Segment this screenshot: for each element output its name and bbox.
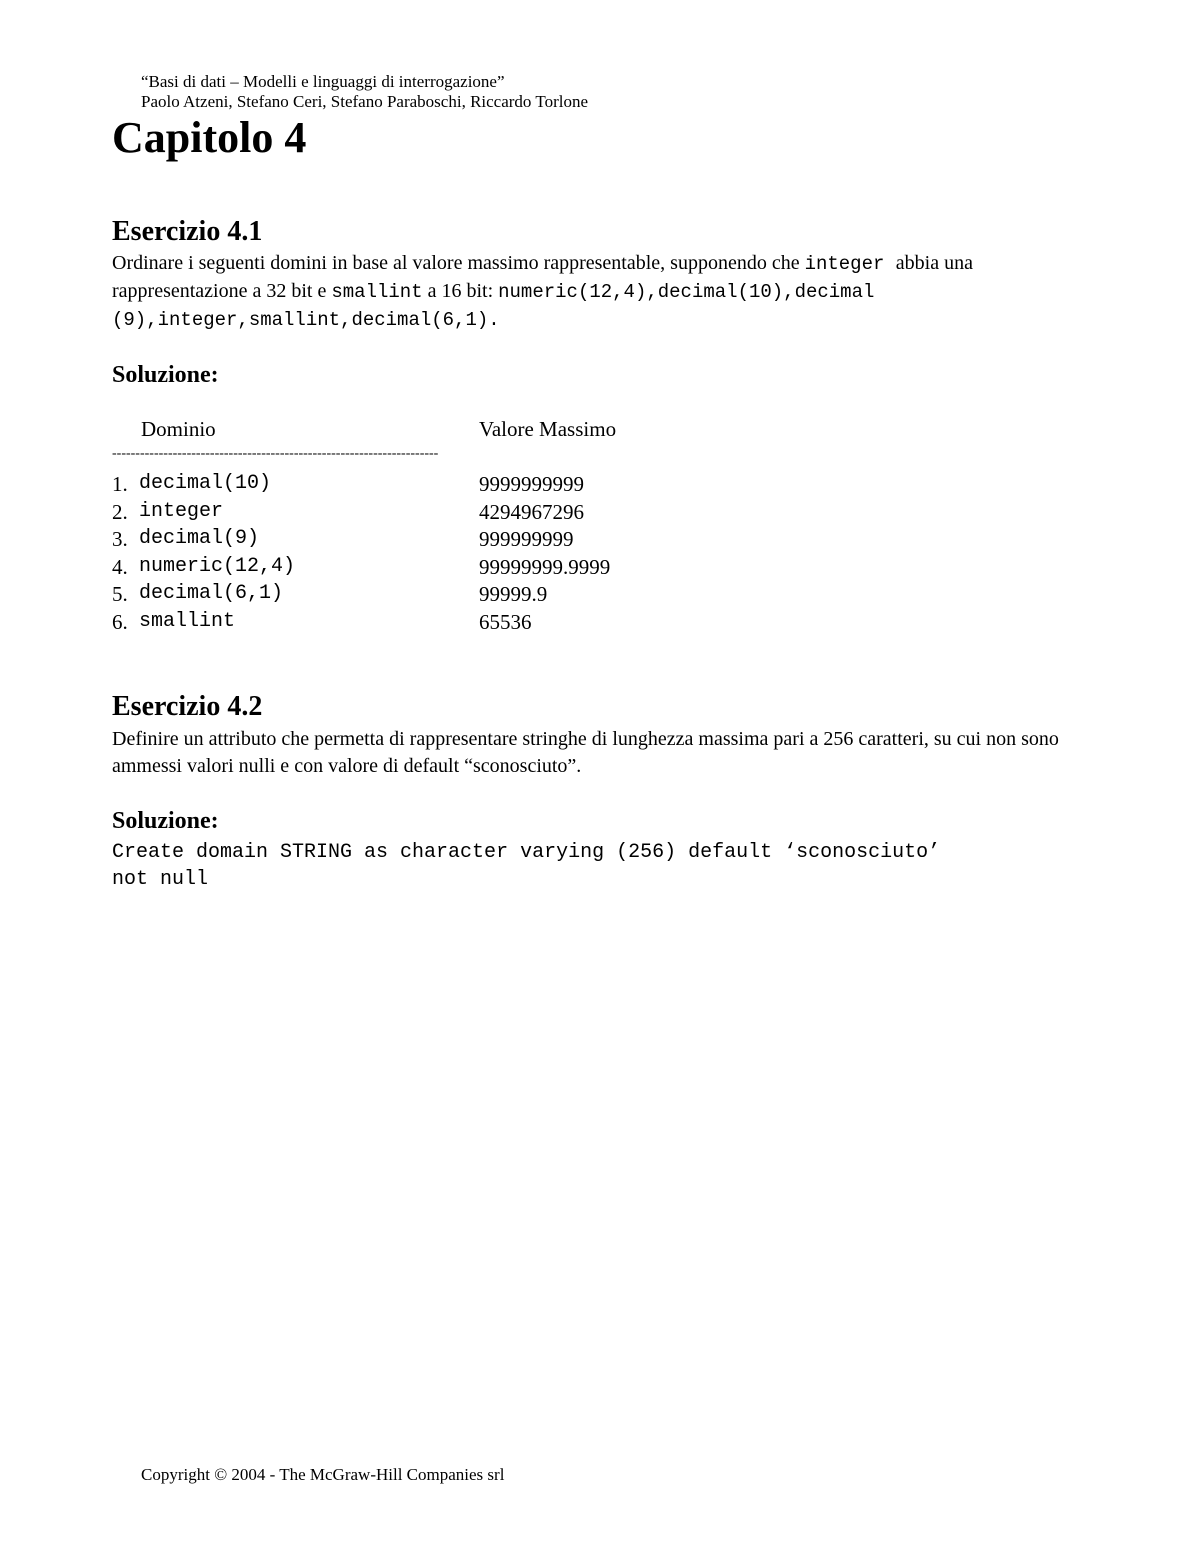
table-header-domain: Dominio [141,417,216,441]
exercise-4-1-title: Esercizio 4.1 [112,216,263,247]
table-row [112,498,672,526]
exercise-4-2-title: Esercizio 4.2 [112,691,263,722]
table-row [112,580,672,608]
exercise-4-1-text-part: Ordinare i seguenti domini in base al valore massimo rappresentable, supponendo che [112,252,805,274]
exercise-4-1-text [112,250,1102,334]
chapter-title: Capitolo 4 [112,113,307,162]
table-row [112,525,672,553]
exercise-4-2-text: Definire un attributo che permetta di rappresentare stringhe di lunghezza massima pari a 256 caratteri, su cui non sono ammessi valori nulli e con valore di default “sconosciuto”. [112,728,1059,777]
row-number: 3. [112,527,128,551]
row-number: 2. [112,500,128,524]
sql-code-line: not null [112,868,209,891]
sql-code-line: Create domain STRING as character varying (256) default ‘sconosciuto’ [112,841,941,864]
row-domain: smallint [139,610,236,633]
row-value: 999999999 [479,527,574,551]
table-row [112,470,672,498]
row-domain: decimal(6,1) [139,582,284,605]
row-value: 4294967296 [479,500,584,524]
solution-label-4-2: Soluzione: [112,808,219,834]
sql-code-block [112,839,1112,893]
row-domain: decimal(10) [139,472,272,495]
inline-code-smallint: smallint [331,281,423,303]
exercise-4-1-text-part: a 16 bit: [422,280,499,302]
book-authors: Paolo Atzeni, Stefano Ceri, Stefano Paraboschi, Riccardo Torlone [141,92,588,111]
row-value: 99999999.9999 [479,555,611,579]
row-number: 1. [112,472,128,496]
row-value: 9999999999 [479,472,584,496]
row-domain: decimal(9) [139,527,260,550]
book-header [141,72,588,112]
table-row [112,608,672,636]
exercise-4-1-text-part: abbia una rappresentazione a 32 bit e [112,252,973,302]
row-value: 65536 [479,610,532,634]
inline-code-domain-list: numeric(12,4),decimal(10),decimal (9),integer,smallint,decimal(6,1). [112,281,875,331]
copyright-footer: Copyright © 2004 - The McGraw-Hill Companies srl [141,1465,505,1484]
table-divider: ---------------------------------------------------------------------- [112,446,439,461]
solution-label-4-1: Soluzione: [112,362,219,388]
table-row [112,553,672,581]
table-header-value: Valore Massimo [479,417,617,441]
row-value: 99999.9 [479,582,548,606]
row-domain: integer [139,500,224,523]
row-number: 4. [112,555,128,579]
row-number: 5. [112,582,128,606]
inline-code-integer: integer [804,253,896,275]
row-domain: numeric(12,4) [139,555,296,578]
book-title: “Basi di dati – Modelli e linguaggi di interrogazione” [141,72,505,91]
row-number: 6. [112,610,128,634]
